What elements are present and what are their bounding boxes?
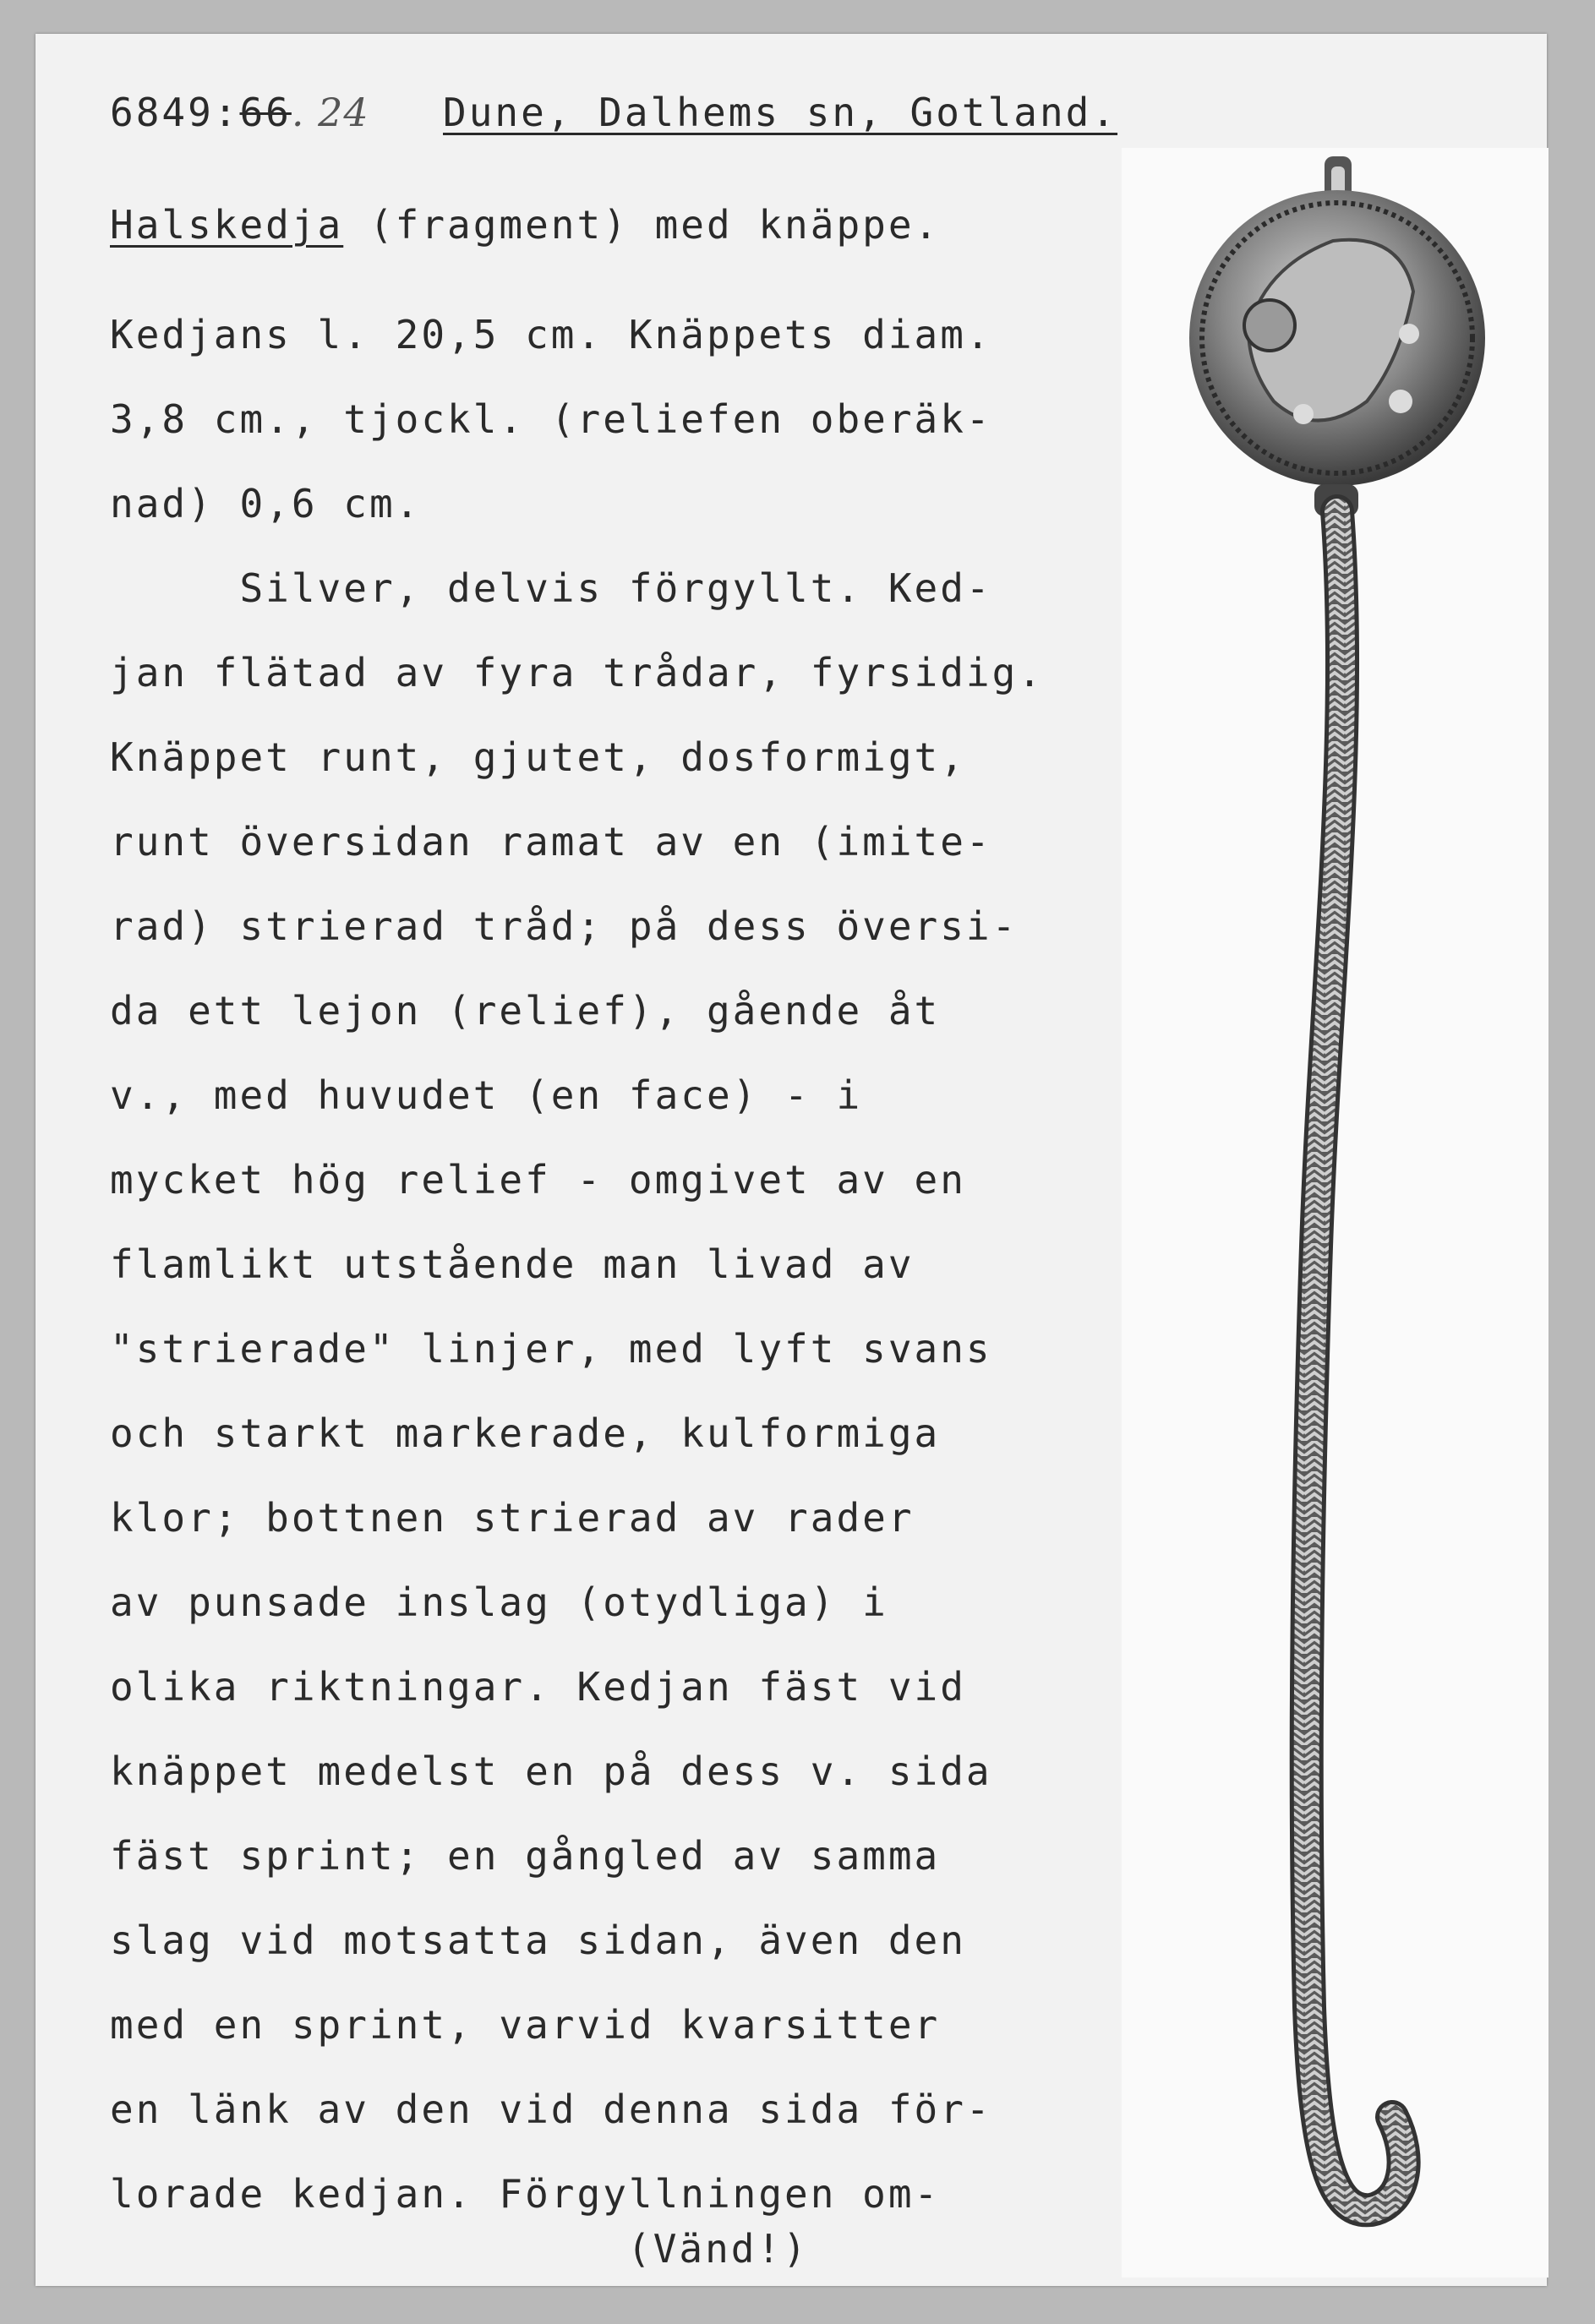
header-line: [110, 90, 369, 135]
catalog-prefix: 6849:: [110, 90, 240, 135]
catalog-crossed-number: 66: [239, 90, 292, 135]
text-line: klor; bottnen strierad av rader: [110, 1495, 915, 1541]
catalog-handwritten-number: . 24: [291, 90, 369, 135]
text-line: v., med huvudet (en face) - i: [110, 1072, 863, 1118]
text-line: Knäppet runt, gjutet, dosformigt,: [110, 734, 966, 780]
text-line: jan flätad av fyra trådar, fyrsidig.: [110, 650, 1044, 696]
object-title: [110, 202, 941, 248]
text-line: med en sprint, varvid kvarsitter: [110, 2002, 941, 2048]
turn-over-note: (Vänd!): [627, 2226, 809, 2272]
text-line: olika riktningar. Kedjan fäst vid: [110, 1664, 966, 1710]
text-line: runt översidan ramat av en (imite-: [110, 819, 992, 865]
text-line: av punsade inslag (otydliga) i: [110, 1579, 888, 1625]
necklace-with-lion-pendant-icon: [1122, 148, 1549, 2278]
text-line: och starkt markerade, kulformiga: [110, 1410, 941, 1456]
catalog-card: [36, 34, 1547, 2286]
text-line: Kedjans l. 20,5 cm. Knäppets diam.: [110, 312, 992, 357]
text-line: en länk av den vid denna sida för-: [110, 2087, 992, 2132]
text-line: flamlikt utstående man livad av: [110, 1241, 915, 1287]
necklace-photo: [1122, 148, 1549, 2278]
find-location: Dune, Dalhems sn, Gotland.: [443, 90, 1118, 135]
text-line: lorade kedjan. Förgyllningen om-: [110, 2171, 941, 2217]
text-line: fäst sprint; en gångled av samma: [110, 1833, 941, 1879]
text-line: slag vid motsatta sidan, även den: [110, 1918, 966, 1963]
text-line: mycket hög relief - omgivet av en: [110, 1157, 966, 1203]
text-line: 3,8 cm., tjockl. (reliefen oberäk-: [110, 396, 992, 442]
text-line: nad) 0,6 cm.: [110, 481, 422, 526]
object-name: Halskedja: [110, 202, 344, 248]
object-description: (fragment) med knäppe.: [343, 202, 941, 248]
text-line: knäppet medelst en på dess v. sida: [110, 1748, 992, 1794]
text-line: Silver, delvis förgyllt. Ked-: [110, 565, 992, 611]
text-line: da ett lejon (relief), gående åt: [110, 988, 941, 1034]
text-line: "strierade" linjer, med lyft svans: [110, 1326, 992, 1372]
text-line: rad) strierad tråd; på dess översi-: [110, 903, 1019, 949]
